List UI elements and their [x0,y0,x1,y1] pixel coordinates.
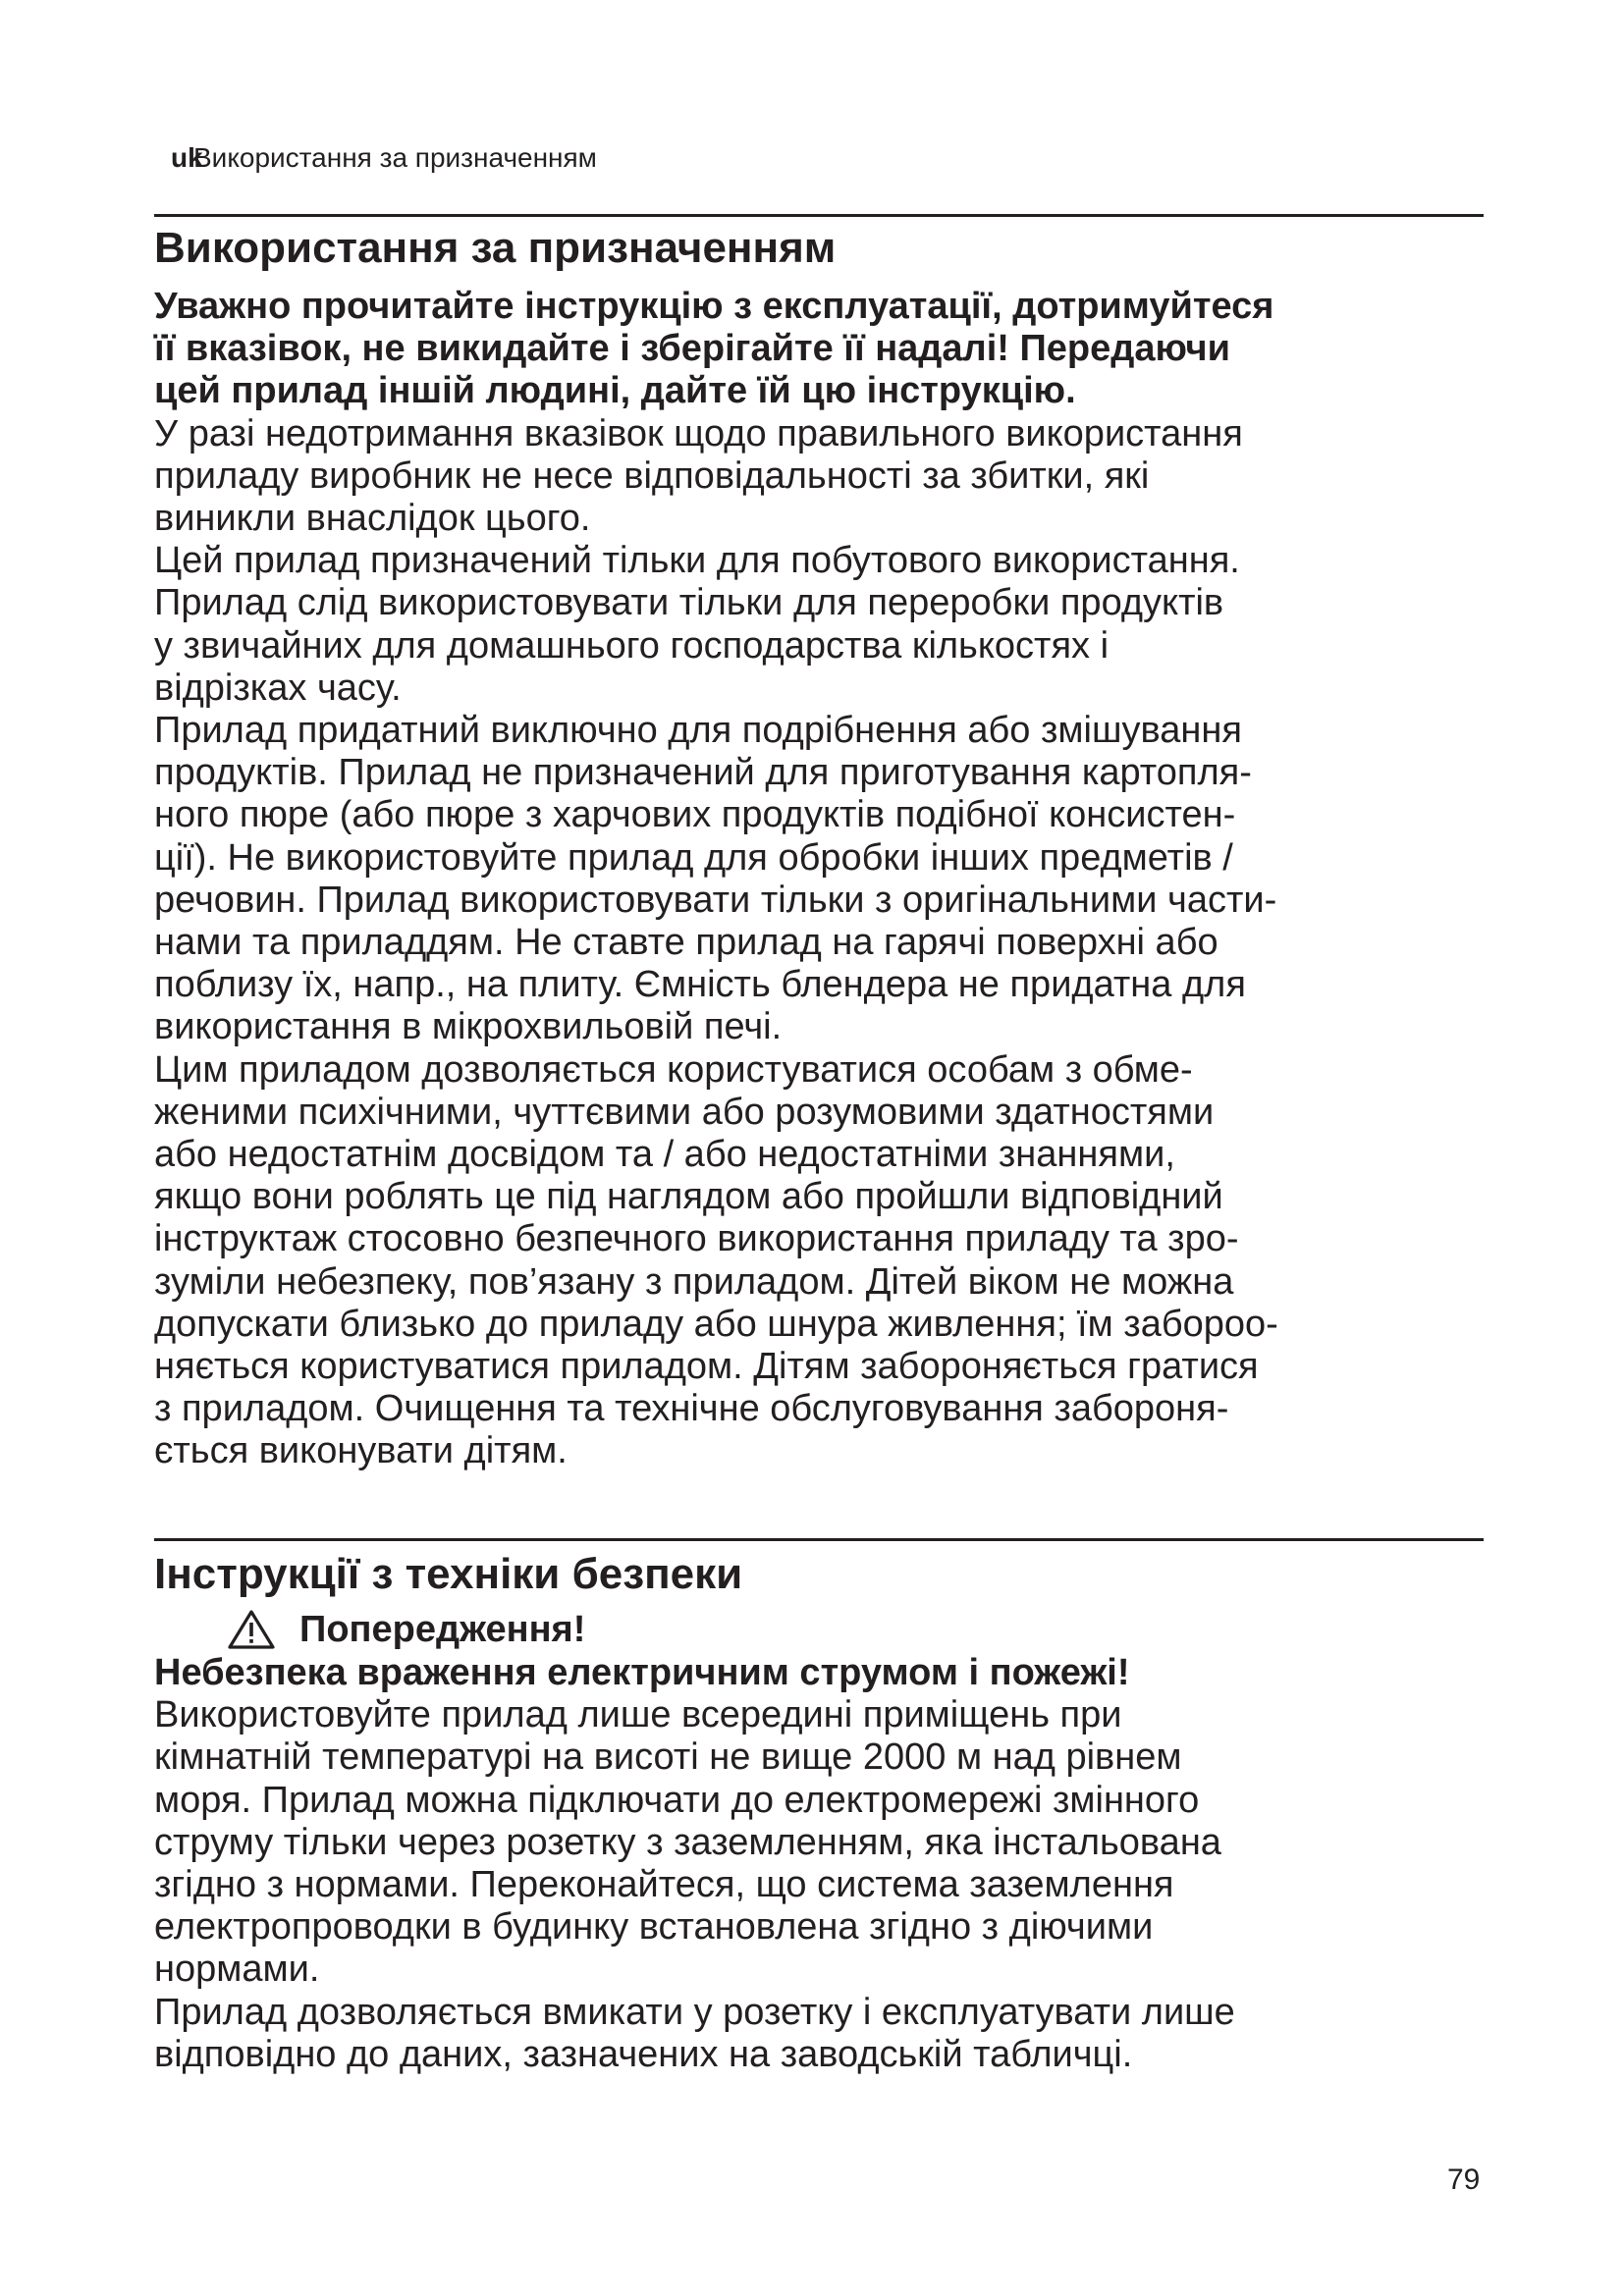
section-divider-safety [154,1538,1484,1541]
text-line: няється користуватися приладом. Дітям забороняється гратися [154,1346,1259,1388]
text-line: виникли внаслідок цього. [154,498,591,540]
section-title-intended-use: Використання за призначенням [154,224,837,272]
text-line: Цей прилад призначений тільки для побутового використання. [154,540,1240,582]
paragraph-liability [154,413,1489,541]
text-line: продуктів. Прилад не призначений для приготування картопля- [154,752,1252,794]
paragraph-restricted-persons [154,1049,1489,1473]
section-divider-top [154,214,1484,217]
intro-notice [154,286,1489,413]
text-line: відповідно до даних, зазначених на заводській табличці. [154,2033,1133,2075]
warning-heading [154,1607,1489,1652]
text-line: кімнатній температурі на висоті не вище 2000 м над рівнем [154,1736,1182,1779]
text-line: Цим приладом дозволяється користуватися особам з обме- [154,1048,1193,1091]
section-title-safety: Інструкції з техніки безпеки [154,1550,743,1598]
page-number: 79 [1447,2163,1481,2196]
intro-line: Уважно прочитайте інструкцію з експлуатації, дотримуйтеся [154,286,1274,327]
text-line: струму тільки через розетку з заземленням, яка інстальована [154,1821,1221,1863]
warning-label: Попередження! [299,1609,586,1650]
paragraph-household-use [154,540,1489,710]
text-line: речовин. Прилад використовувати тільки з оригінальними части- [154,879,1277,921]
text-line: моря. Прилад можна підключати до електромережі змінного [154,1779,1200,1821]
text-line: У разі недотримання вказівок щодо правильного використання [154,412,1243,454]
text-line: поблизу їх, напр., на плиту. Ємність блендера не придатна для [154,964,1246,1006]
hazard-title [154,1652,1489,1694]
text-line: женими психічними, чуттєвими або розумовими здатностями [154,1091,1215,1133]
text-line: Прилад придатний виключно для подрібнення або змішування [154,710,1242,752]
paragraph-indoor-use [154,1694,1489,1991]
text-line: електропроводки в будинку встановлена згідно з діючими [154,1906,1154,1949]
language-code: uk [171,142,203,173]
text-line: використання в мікрохвильовій печі. [154,1006,783,1048]
text-line: згідно з нормами. Переконайтеся, що система заземлення [154,1864,1174,1906]
text-line: зуміли небезпеку, пов’язану з приладом. Дітей віком не можна [154,1260,1234,1303]
text-line: допускати близько до приладу або шнура живлення; їм забороо- [154,1303,1278,1345]
text-line: у звичайних для домашнього господарства кількостях і [154,624,1110,667]
text-line: або недостатнім досвідом та / або недостатніми знаннями, [154,1134,1175,1176]
text-line: Прилад дозволяється вмикати у розетку і експлуатувати лише [154,1991,1235,2033]
warning-triangle-icon [227,1609,276,1650]
text-line: нормами. [154,1949,320,1991]
text-line: ного пюре (або пюре з харчових продуктів подібної консистен- [154,794,1236,836]
text-line: Використовуйте прилад лише всередині приміщень при [154,1694,1122,1736]
text-line: ції). Не використовуйте прилад для обробки інших предметів / [154,836,1233,879]
text-line: якщо вони роблять це під наглядом або пройшли відповідний [154,1176,1223,1218]
section-safety-instructions [154,1548,1489,2076]
running-title: Використання за призначенням [193,142,597,173]
text-line: інструктаж стосовно безпечного використання приладу та зро- [154,1218,1239,1260]
paragraph-purpose [154,710,1489,1049]
intro-line: цей прилад іншій людині, дайте їй цю інструкцію. [154,370,1076,412]
text-line: ється виконувати дітям. [154,1430,568,1472]
intro-line: її вказівок, не викидайте і зберігайте її надалі! Передаючи [154,328,1230,370]
text-line: відрізках часу. [154,667,402,709]
text-line: приладу виробник не несе відповідальності за збитки, які [154,454,1150,497]
text-line: з приладом. Очищення та технічне обслуговування забороня- [154,1388,1229,1430]
section-intended-use [154,222,1489,1473]
paragraph-rating-plate [154,1992,1489,2076]
hazard-title-line: Небезпека враження електричним струмом і пожежі! [154,1652,1130,1693]
text-line: нами та приладдям. Не ставте прилад на гарячі поверхні або [154,922,1218,964]
text-line: Прилад слід використовувати тільки для переробки продуктів [154,582,1224,624]
